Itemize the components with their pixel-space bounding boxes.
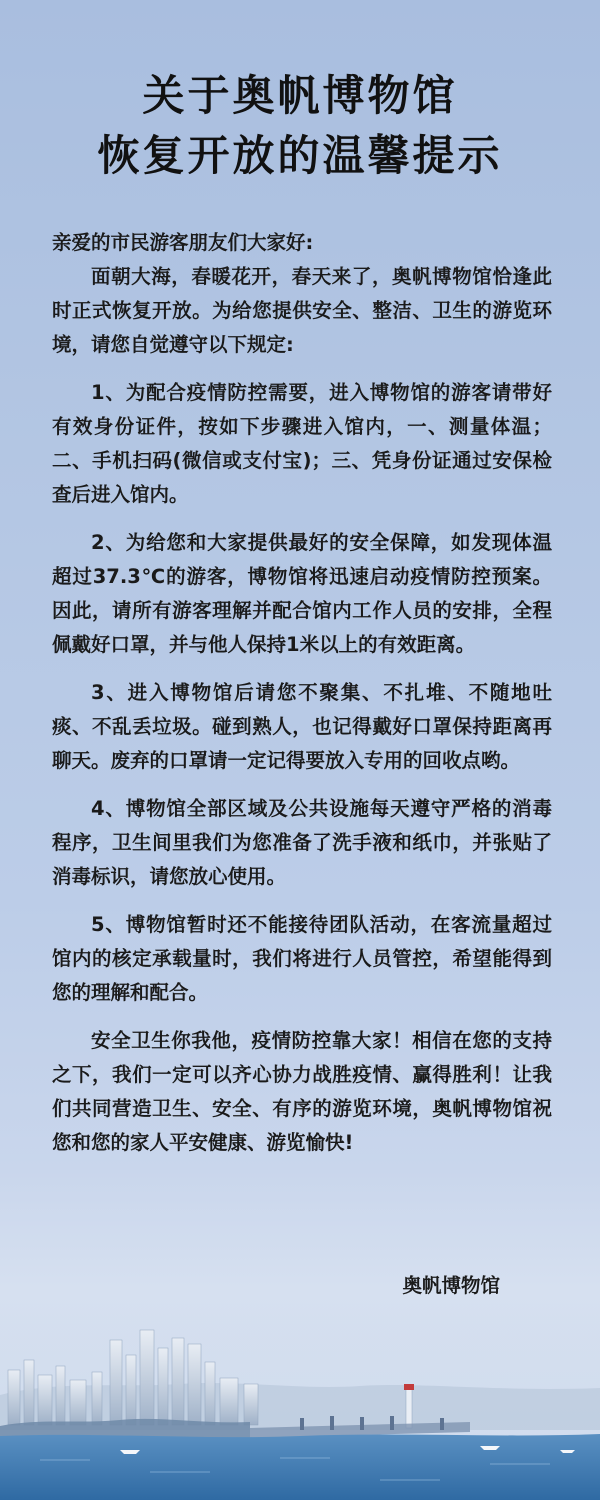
title-line-2: 恢复开放的温馨提示	[97, 131, 503, 180]
notice-body	[52, 226, 552, 1174]
rule-2-paragraph: 2、为给您和大家提供最好的安全保障，如发现体温超过37.3℃的游客，博物馆将迅速启动疫情防控预案。因此，请所有游客理解并配合馆内工作人员的安排，全程佩戴好口罩，并与他人保持1米以上的有效距离。	[52, 531, 552, 656]
signature: 奥帆博物馆	[402, 1274, 500, 1297]
greeting: 亲爱的市民游客朋友们大家好:	[52, 231, 314, 254]
intro-paragraph: 面朝大海，春暖花开，春天来了，奥帆博物馆恰逢此时正式恢复开放。为给您提供安全、整洁、卫生的游览环境，请您自觉遵守以下规定:	[52, 265, 552, 356]
poster-title	[0, 66, 600, 186]
city-skyline-illustration	[0, 1300, 600, 1500]
rule-3-paragraph: 3、进入博物馆后请您不聚集、不扎堆、不随地吐痰、不乱丢垃圾。碰到熟人，也记得戴好口罩保持距离再聊天。废弃的口罩请一定记得要放入专用的回收点哟。	[52, 681, 552, 772]
closing-paragraph: 安全卫生你我他，疫情防控靠大家！相信在您的支持之下，我们一定可以齐心协力战胜疫情、赢得胜利！让我们共同营造卫生、安全、有序的游览环境，奥帆博物馆祝您和您的家人平安健康、游览愉快!	[52, 1029, 552, 1154]
rule-5-paragraph: 5、博物馆暂时还不能接待团队活动，在客流量超过馆内的核定承载量时，我们将进行人员管控，希望能得到您的理解和配合。	[52, 913, 552, 1004]
title-line-1: 关于奥帆博物馆	[142, 71, 458, 120]
rule-4-paragraph: 4、博物馆全部区域及公共设施每天遵守严格的消毒程序，卫生间里我们为您准备了洗手液和纸巾，并张贴了消毒标识，请您放心使用。	[52, 797, 552, 888]
rule-1-paragraph: 1、为配合疫情防控需要，进入博物馆的游客请带好有效身份证件，按如下步骤进入馆内，一、测量体温；二、手机扫码(微信或支付宝)；三、凭身份证通过安保检查后进入馆内。	[52, 381, 552, 506]
